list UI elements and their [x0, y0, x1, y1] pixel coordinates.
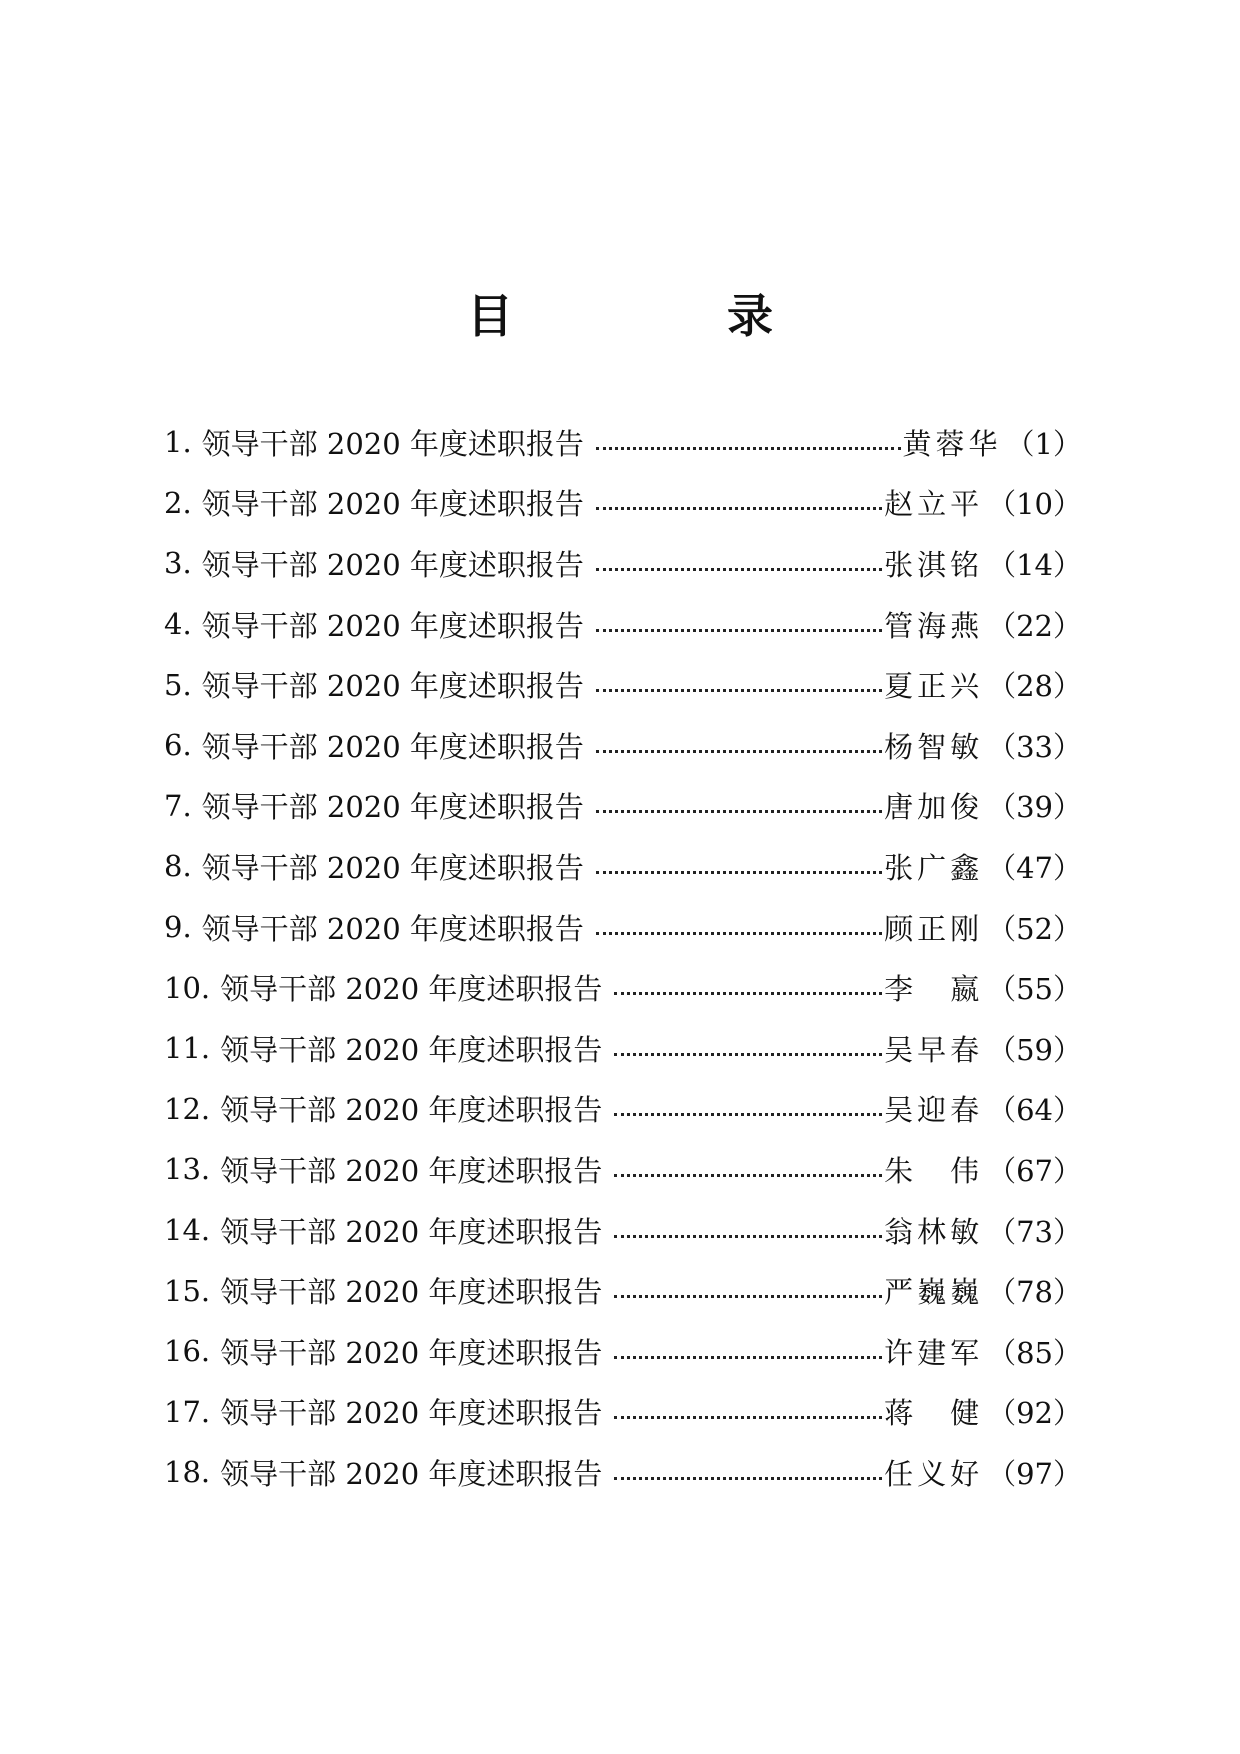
- toc-entry-number: 5.: [164, 667, 192, 702]
- toc-dot-leader: [614, 1295, 882, 1298]
- toc-entry[interactable]: [164, 1260, 1082, 1321]
- toc-entry-title: 领导干部 2020 年度述职报告: [201, 487, 584, 522]
- toc-entry-author: 吴早春: [884, 1032, 984, 1067]
- toc-entry-number: 12.: [164, 1091, 211, 1126]
- toc-entry-author: 张淇铭: [884, 547, 984, 582]
- toc-entry[interactable]: [164, 1079, 1082, 1140]
- toc-entry[interactable]: [164, 957, 1082, 1018]
- toc-entry-author: 朱 伟: [884, 1153, 984, 1188]
- toc-entry-page: （10）: [987, 487, 1082, 522]
- toc-entry-title: 领导干部 2020 年度述职报告: [220, 1032, 603, 1067]
- toc-entry[interactable]: [164, 473, 1082, 534]
- toc-dot-leader: [596, 932, 882, 935]
- toc-entry-number: 18.: [164, 1455, 211, 1490]
- toc-entry-title: 领导干部 2020 年度述职报告: [220, 1335, 603, 1370]
- toc-dot-leader: [596, 447, 901, 450]
- toc-dot-leader: [596, 689, 882, 692]
- toc-entry[interactable]: [164, 836, 1082, 897]
- toc-entry[interactable]: [164, 715, 1082, 776]
- toc-entry-number: 13.: [164, 1152, 211, 1187]
- toc-entry-page: （33）: [987, 729, 1082, 764]
- toc-entry-page: （97）: [987, 1456, 1082, 1491]
- toc-dot-leader: [596, 810, 882, 813]
- toc-entry-number: 14.: [164, 1213, 211, 1248]
- toc-entry-page: （1）: [1005, 426, 1082, 461]
- toc-entry-author: 杨智敏: [884, 729, 984, 764]
- toc-entry-title: 领导干部 2020 年度述职报告: [220, 1214, 603, 1249]
- toc-entry-page: （78）: [987, 1275, 1082, 1310]
- toc-entry-author: 李 嬴: [884, 972, 984, 1007]
- toc-entry-title: 领导干部 2020 年度述职报告: [201, 608, 584, 643]
- toc-entry-page: （55）: [987, 972, 1082, 1007]
- toc-entry-number: 2.: [164, 485, 192, 520]
- toc-entry[interactable]: [164, 654, 1082, 715]
- toc-dot-leader: [596, 629, 882, 632]
- toc-entry-title: 领导干部 2020 年度述职报告: [220, 972, 603, 1007]
- toc-entry[interactable]: [164, 594, 1082, 655]
- toc-entry-author: 唐加俊: [884, 790, 984, 825]
- toc-entry-page: （52）: [987, 911, 1082, 946]
- toc-entry-title: 领导干部 2020 年度述职报告: [220, 1153, 603, 1188]
- toc-entry[interactable]: [164, 897, 1082, 958]
- toc-entry-author: 吴迎春: [884, 1093, 984, 1128]
- toc-dot-leader: [614, 1053, 882, 1056]
- toc-entry-page: （39）: [987, 790, 1082, 825]
- toc-entry-number: 9.: [164, 910, 192, 945]
- toc-entry-author: 夏正兴: [884, 669, 984, 704]
- toc-entry-number: 6.: [164, 728, 192, 763]
- toc-dot-leader: [614, 1235, 882, 1238]
- toc-dot-leader: [596, 871, 882, 874]
- toc-entry-number: 17.: [164, 1394, 211, 1429]
- toc-entry-number: 3.: [164, 546, 192, 581]
- toc-entry-author: 张广鑫: [884, 850, 984, 885]
- toc-entry-page: （47）: [987, 850, 1082, 885]
- toc-entry-author: 蒋 健: [884, 1396, 984, 1431]
- toc-entry-number: 1.: [164, 425, 192, 460]
- toc-entry-title: 领导干部 2020 年度述职报告: [201, 911, 584, 946]
- toc-entry[interactable]: [164, 1139, 1082, 1200]
- toc-dot-leader: [596, 568, 882, 571]
- toc-entry-page: （28）: [987, 669, 1082, 704]
- toc-dot-leader: [614, 1174, 882, 1177]
- toc-entry-page: （67）: [987, 1153, 1082, 1188]
- toc-entry-title: 领导干部 2020 年度述职报告: [201, 547, 584, 582]
- toc-entry-title: 领导干部 2020 年度述职报告: [220, 1396, 603, 1431]
- toc-entry-number: 8.: [164, 849, 192, 884]
- toc-entry[interactable]: [164, 1442, 1082, 1503]
- page-title: 目 录: [467, 289, 857, 343]
- toc-entry-title: 领导干部 2020 年度述职报告: [220, 1456, 603, 1491]
- toc-entry[interactable]: [164, 776, 1082, 837]
- toc-entry-title: 领导干部 2020 年度述职报告: [201, 790, 584, 825]
- toc-entry-page: （14）: [987, 547, 1082, 582]
- toc-entry-number: 4.: [164, 607, 192, 642]
- toc-entry-page: （92）: [987, 1396, 1082, 1431]
- toc-entry-number: 15.: [164, 1273, 211, 1308]
- toc-dot-leader: [596, 750, 882, 753]
- toc-entry-title: 领导干部 2020 年度述职报告: [220, 1275, 603, 1310]
- toc-entry-author: 翁林敏: [884, 1214, 984, 1249]
- toc-entry-page: （85）: [987, 1335, 1082, 1370]
- toc-dot-leader: [614, 1356, 882, 1359]
- toc-dot-leader: [614, 1477, 882, 1480]
- toc-entry-author: 赵立平: [884, 487, 984, 522]
- toc-entry[interactable]: [164, 1200, 1082, 1261]
- toc-dot-leader: [614, 992, 882, 995]
- toc-entry-number: 16.: [164, 1334, 211, 1369]
- toc-entry-number: 7.: [164, 788, 192, 823]
- toc-dot-leader: [614, 1113, 882, 1116]
- toc-entry-title: 领导干部 2020 年度述职报告: [201, 669, 584, 704]
- toc-entry-title: 领导干部 2020 年度述职报告: [201, 850, 584, 885]
- toc-entry-title: 领导干部 2020 年度述职报告: [201, 729, 584, 764]
- toc-entry-number: 11.: [164, 1031, 211, 1066]
- toc-entry[interactable]: [164, 533, 1082, 594]
- toc-entry[interactable]: [164, 412, 1082, 473]
- table-of-contents: [164, 412, 1082, 1503]
- toc-dot-leader: [614, 1416, 882, 1419]
- toc-entry-author: 管海燕: [884, 608, 984, 643]
- toc-entry-page: （22）: [987, 608, 1082, 643]
- toc-entry-page: （73）: [987, 1214, 1082, 1249]
- toc-entry[interactable]: [164, 1321, 1082, 1382]
- toc-entry[interactable]: [164, 1018, 1082, 1079]
- toc-entry-page: （64）: [987, 1093, 1082, 1128]
- toc-entry[interactable]: [164, 1382, 1082, 1443]
- toc-entry-author: 顾正刚: [884, 911, 984, 946]
- toc-entry-number: 10.: [164, 970, 211, 1005]
- toc-entry-title: 领导干部 2020 年度述职报告: [220, 1093, 603, 1128]
- toc-entry-author: 严巍巍: [884, 1275, 984, 1310]
- toc-entry-page: （59）: [987, 1032, 1082, 1067]
- toc-entry-author: 黄蓉华: [902, 426, 1002, 461]
- toc-entry-author: 任义好: [884, 1456, 984, 1491]
- toc-entry-author: 许建军: [884, 1335, 984, 1370]
- toc-entry-title: 领导干部 2020 年度述职报告: [201, 426, 584, 461]
- toc-dot-leader: [596, 507, 882, 510]
